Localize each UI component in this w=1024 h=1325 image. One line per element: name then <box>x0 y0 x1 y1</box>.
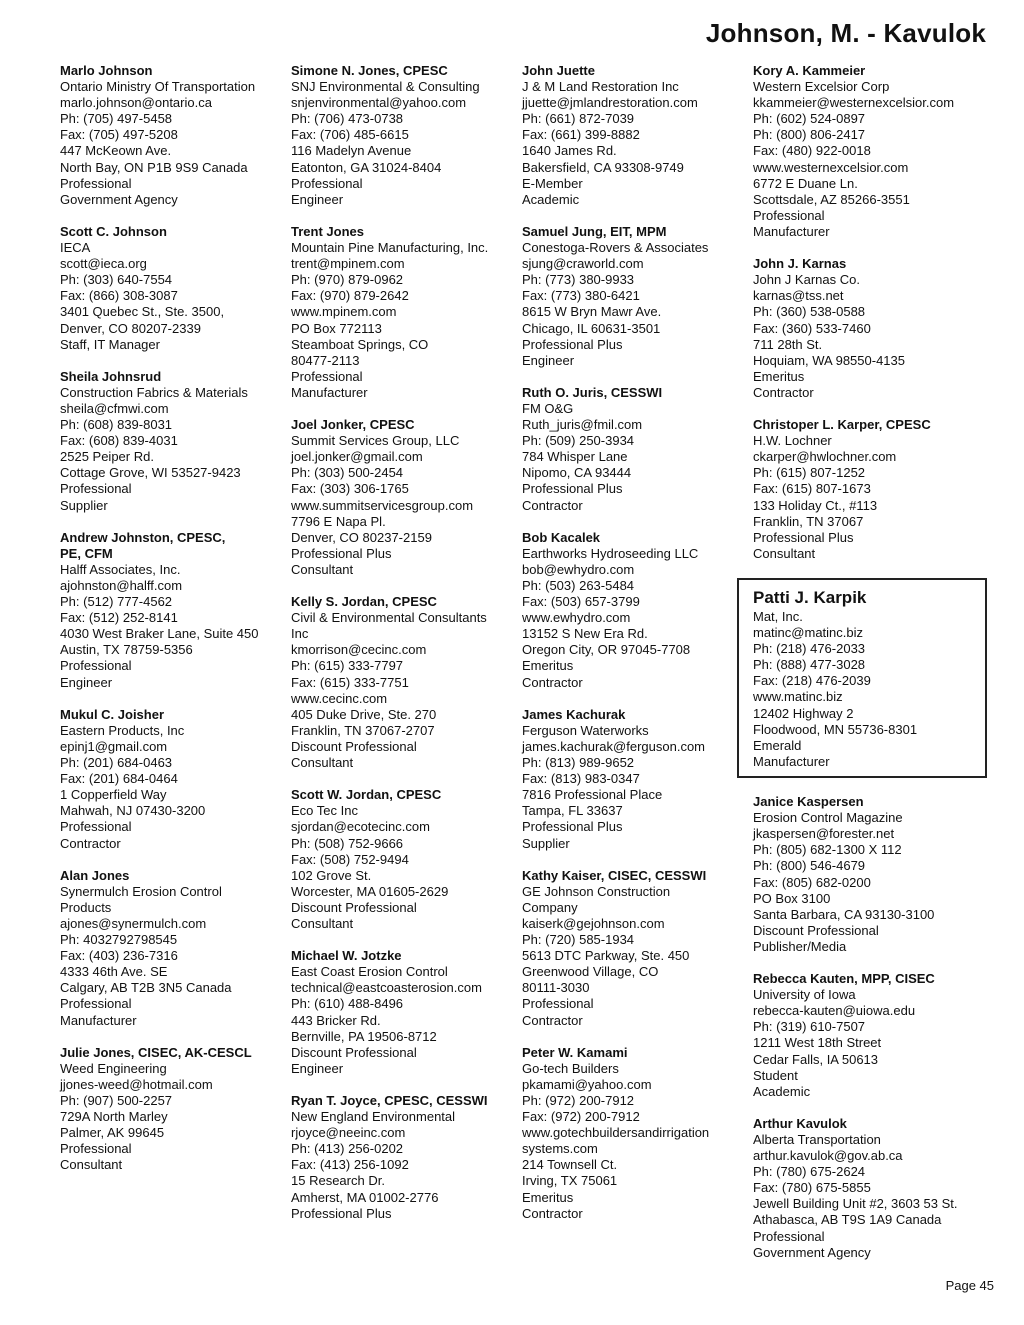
member-detail-line: Alberta Transportation <box>753 1132 881 1147</box>
member-detail-line: Mountain Pine Manufacturing, Inc. <box>291 240 489 256</box>
member-detail-line: 80477-2113 <box>291 352 360 368</box>
member-detail-line: Ph: (907) 500-2257 <box>60 1093 173 1108</box>
member-name: Scott C. Johnson <box>60 223 167 239</box>
member-entry <box>60 224 282 353</box>
member-detail-line: Government Agency <box>60 191 178 207</box>
member-entry <box>522 868 744 1029</box>
member-detail-line: 1640 James Rd. <box>522 143 617 159</box>
member-detail-line: Franklin, TN 37067-2707 <box>291 722 435 738</box>
member-entry <box>291 787 513 932</box>
member-detail-line: Professional Plus <box>522 819 623 835</box>
member-detail-line: kmorrison@cecinc.com <box>291 642 427 658</box>
member-detail-line: Contractor <box>522 1205 583 1221</box>
member-detail-line: Contractor <box>753 384 814 400</box>
member-detail-line: Fax: (303) 306-1765 <box>291 481 409 497</box>
member-detail-line: Ph: (303) 640-7554 <box>60 272 173 288</box>
member-detail-line: Fax: (403) 236-7316 <box>60 948 178 964</box>
member-detail-line: University of Iowa <box>753 987 856 1003</box>
member-detail-line: Manufacturer <box>60 1012 137 1028</box>
member-detail-line: Fax: (805) 682-0200 <box>753 874 871 890</box>
member-name: Julie Jones, CISEC, AK-CESCL <box>60 1044 252 1060</box>
member-detail-line: Fax: (661) 399-8882 <box>522 127 640 143</box>
member-detail-line: 5613 DTC Parkway, Ste. 450 <box>522 948 690 964</box>
member-name: John Juette <box>522 63 595 78</box>
member-detail-line: Franklin, TN 37067 <box>753 513 864 529</box>
member-detail-line: Synermulch Erosion Control <box>60 883 222 899</box>
member-detail-line: arthur.kavulok@gov.ab.ca <box>753 1148 903 1164</box>
member-detail-line: 4333 46th Ave. SE <box>60 964 168 980</box>
member-entry <box>291 63 513 208</box>
member-entry <box>291 1093 513 1222</box>
member-entry <box>291 948 513 1077</box>
member-detail-line: Ph: (780) 675-2624 <box>753 1164 866 1180</box>
member-detail-line: 214 Townsell Ct. <box>522 1157 618 1173</box>
member-detail-line: Professional <box>60 658 132 674</box>
member-detail-line: Professional <box>60 996 132 1012</box>
member-detail-line: 784 Whisper Lane <box>522 449 628 465</box>
member-detail-line: 13152 S New Era Rd. <box>522 626 648 642</box>
member-detail-line: snjenvironmental@yahoo.com <box>291 95 467 111</box>
member-entry <box>60 530 282 691</box>
member-detail-line: 729A North Marley <box>60 1109 168 1125</box>
member-detail-line: Erosion Control Magazine <box>753 810 903 826</box>
member-detail-line: 1 Copperfield Way <box>60 787 167 803</box>
member-detail-line: Products <box>60 899 112 915</box>
member-detail-line: Contractor <box>522 497 583 513</box>
member-detail-line: Ph: (610) 488-8496 <box>291 996 404 1012</box>
member-detail-line: Steamboat Springs, CO <box>291 336 429 352</box>
member-detail-line: 12402 Highway 2 <box>753 705 854 721</box>
member-detail-line: Supplier <box>60 497 108 513</box>
member-detail-line: Contractor <box>522 1012 583 1028</box>
member-detail-line: H.W. Lochner <box>753 433 832 449</box>
member-detail-line: Fax: (503) 657-3799 <box>522 594 640 610</box>
member-detail-line: Manufacturer <box>753 753 830 769</box>
member-detail-line: jkaspersen@forester.net <box>753 826 895 842</box>
member-detail-line: J & M Land Restoration Inc <box>522 79 679 95</box>
member-detail-line: Ph: (508) 752-9666 <box>291 835 404 851</box>
member-detail-line: New England Environmental <box>291 1109 456 1125</box>
member-name: Janice Kaspersen <box>753 794 864 810</box>
directory-column-3 <box>522 63 744 1238</box>
member-detail-line: www.gotechbuildersandirrigation <box>522 1125 710 1141</box>
member-detail-line: systems.com <box>522 1141 598 1157</box>
member-detail-line: Ph: (201) 684-0463 <box>60 755 173 771</box>
member-detail-line: Fax: (866) 308-3087 <box>60 288 178 304</box>
member-detail-line: Consultant <box>291 561 354 577</box>
member-detail-line: SNJ Environmental & Consulting <box>291 79 480 95</box>
member-detail-line: Ph: (608) 839-8031 <box>60 417 173 433</box>
member-detail-line: Eastern Products, Inc <box>60 722 185 738</box>
member-detail-line: Ph: (615) 807-1252 <box>753 465 866 481</box>
member-detail-line: Ph: (602) 524-0897 <box>753 111 866 127</box>
member-name: James Kachurak <box>522 706 626 722</box>
member-name: Sheila Johnsrud <box>60 368 162 384</box>
member-detail-line: Professional <box>291 368 363 384</box>
member-detail-line: Jewell Building Unit #2, 3603 53 St. <box>753 1196 958 1212</box>
member-detail-line: Engineer <box>60 674 113 690</box>
member-detail-line: bob@ewhydro.com <box>522 561 635 577</box>
member-detail-line: Go-tech Builders <box>522 1060 619 1076</box>
member-entry <box>522 707 744 852</box>
member-name: John J. Karnas <box>753 256 847 272</box>
member-detail-line: Company <box>522 899 578 915</box>
member-detail-line: Ph: (503) 263-5484 <box>522 578 635 593</box>
member-detail-line: Worcester, MA 01605-2629 <box>291 883 449 899</box>
member-detail-line: www.cecinc.com <box>291 690 388 706</box>
member-detail-line: 133 Holiday Ct., #113 <box>753 497 878 513</box>
member-detail-line: Contractor <box>60 835 121 851</box>
member-detail-line: sheila@cfmwi.com <box>60 400 169 416</box>
member-detail-line: Construction Fabrics & Materials <box>60 384 248 400</box>
member-detail-line: Academic <box>753 1083 811 1099</box>
member-detail-line: Engineer <box>291 1060 344 1076</box>
member-detail-line: PO Box 772113 <box>291 320 382 336</box>
member-detail-line: Fax: (773) 380-6421 <box>522 288 640 304</box>
member-detail-line: Earthworks Hydroseeding LLC <box>522 545 699 561</box>
member-detail-line: kkammeier@westernexcelsior.com <box>753 95 955 111</box>
member-detail-line: Government Agency <box>753 1244 871 1260</box>
member-detail-line: matinc@matinc.biz <box>753 625 864 641</box>
member-detail-line: 711 28th St. <box>753 336 823 352</box>
member-detail-line: www.summitservicesgroup.com <box>291 497 474 513</box>
member-detail-line: trent@mpinem.com <box>291 256 405 272</box>
member-name: Alan Jones <box>60 867 130 883</box>
member-detail-line: Ontario Ministry Of Transportation <box>60 79 256 95</box>
member-detail-line: Fax: (706) 485-6615 <box>291 127 409 143</box>
member-detail-line: Ph: (661) 872-7039 <box>522 111 635 127</box>
member-detail-line: PO Box 3100 <box>753 890 831 906</box>
member-detail-line: Emeritus <box>522 1189 574 1205</box>
member-detail-line: Emeritus <box>522 658 574 674</box>
member-detail-line: 15 Research Dr. <box>291 1173 385 1189</box>
member-detail-line: Floodwood, MN 55736-8301 <box>753 721 918 737</box>
member-detail-line: 116 Madelyn Avenue <box>291 143 412 159</box>
member-entry <box>522 530 744 691</box>
member-detail-line: Conestoga-Rovers & Associates <box>522 240 709 256</box>
member-detail-line: Nipomo, CA 93444 <box>522 465 632 481</box>
member-detail-line: Ph: (218) 476-2033 <box>753 641 866 657</box>
member-detail-line: www.matinc.biz <box>753 689 843 705</box>
member-detail-line: Bakersfield, CA 93308-9749 <box>522 159 684 175</box>
member-detail-line: Manufacturer <box>753 223 830 239</box>
member-detail-line: Manufacturer <box>291 384 368 400</box>
member-detail-line: Professional <box>60 1141 132 1157</box>
member-detail-line: ajones@synermulch.com <box>60 915 207 931</box>
member-detail-line: Ph: (706) 473-0738 <box>291 111 404 127</box>
member-detail-line: 4030 West Braker Lane, Suite 450 <box>60 626 259 642</box>
member-name: Simone N. Jones, CPESC <box>291 63 448 78</box>
member-detail-line: Irving, TX 75061 <box>522 1173 618 1189</box>
directory-column-2 <box>291 63 513 1238</box>
member-detail-line: North Bay, ON P1B 9S9 Canada <box>60 159 248 175</box>
member-detail-line: www.mpinem.com <box>291 304 397 320</box>
member-detail-line: Ferguson Waterworks <box>522 722 649 738</box>
member-detail-line: E-Member <box>522 175 583 191</box>
member-detail-line: Consultant <box>291 755 354 771</box>
member-detail-line: Inc <box>291 626 309 642</box>
featured-member-entry <box>737 578 987 778</box>
member-detail-line: Professional <box>753 207 825 223</box>
member-name: Ryan T. Joyce, CPESC, CESSWI <box>291 1093 488 1108</box>
member-detail-line: Student <box>753 1067 798 1083</box>
member-detail-line: www.westernexcelsior.com <box>753 159 909 175</box>
member-name: Joel Jonker, CPESC <box>291 417 415 433</box>
member-detail-line: Ph: (509) 250-3934 <box>522 433 635 449</box>
member-detail-line: www.ewhydro.com <box>522 610 631 626</box>
member-detail-line: Fax: (705) 497-5208 <box>60 127 178 143</box>
member-detail-line: IECA <box>60 240 91 256</box>
member-detail-line: Consultant <box>753 545 816 561</box>
member-detail-line: FM O&G <box>522 400 574 416</box>
member-detail-line: Engineer <box>522 352 575 368</box>
member-detail-line: Chicago, IL 60631-3501 <box>522 320 661 336</box>
member-detail-line: Summit Services Group, LLC <box>291 433 460 449</box>
member-detail-line: Ph: (360) 538-0588 <box>753 304 866 320</box>
member-detail-line: 447 McKeown Ave. <box>60 143 172 159</box>
member-entry <box>522 63 744 208</box>
member-name: Patti J. Karpik <box>753 588 867 607</box>
member-name: PE, CFM <box>60 545 113 561</box>
member-detail-line: Professional <box>60 481 132 497</box>
member-detail-line: Eco Tec Inc <box>291 803 358 819</box>
member-detail-line: Consultant <box>291 915 354 931</box>
member-detail-line: Weed Engineering <box>60 1060 167 1076</box>
member-name: Arthur Kavulok <box>753 1115 847 1131</box>
member-detail-line: epinj1@gmail.com <box>60 738 168 754</box>
member-detail-line: Calgary, AB T2B 3N5 Canada <box>60 980 232 996</box>
member-detail-line: Professional Plus <box>522 481 623 497</box>
member-detail-line: John J Karnas Co. <box>753 272 860 288</box>
member-detail-line: Publisher/Media <box>753 938 847 954</box>
member-detail-line: Civil & Environmental Consultants <box>291 610 487 626</box>
page-number: Page 45 <box>945 1278 994 1293</box>
directory-column-1 <box>60 63 282 1190</box>
member-detail-line: Amherst, MA 01002-2776 <box>291 1189 439 1205</box>
member-detail-line: Professional <box>753 1228 825 1244</box>
member-name: Rebecca Kauten, MPP, CISEC <box>753 971 935 987</box>
member-detail-line: 443 Bricker Rd. <box>291 1012 381 1028</box>
member-detail-line: Bernville, PA 19506-8712 <box>291 1028 437 1044</box>
member-detail-line: Ph: (615) 333-7797 <box>291 658 404 674</box>
member-detail-line: scott@ieca.org <box>60 256 147 272</box>
member-detail-line: Santa Barbara, CA 93130-3100 <box>753 906 935 922</box>
member-entry <box>291 224 513 401</box>
member-detail-line: Mahwah, NJ 07430-3200 <box>60 803 206 819</box>
member-detail-line: Professional Plus <box>291 545 392 561</box>
member-detail-line: Professional <box>60 175 132 191</box>
member-detail-line: 8615 W Bryn Mawr Ave. <box>522 304 662 320</box>
member-detail-line: kaiserk@gejohnson.com <box>522 915 665 931</box>
member-detail-line: 6772 E Duane Ln. <box>753 175 858 191</box>
member-name: Christoper L. Karper, CPESC <box>753 417 931 433</box>
member-entry <box>753 256 975 401</box>
member-detail-line: Emerald <box>753 737 802 753</box>
member-entry <box>60 707 282 852</box>
member-entry <box>60 868 282 1029</box>
member-detail-line: Athabasca, AB T9S 1A9 Canada <box>753 1212 942 1228</box>
member-detail-line: Fax: (508) 752-9494 <box>291 851 409 867</box>
member-name: Kory A. Kammeier <box>753 63 866 78</box>
member-detail-line: Discount Professional <box>291 1044 417 1060</box>
member-detail-line: 7796 E Napa Pl. <box>291 513 386 529</box>
member-detail-line: Ph: (813) 989-9652 <box>522 755 635 771</box>
member-detail-line: Fax: (218) 476-2039 <box>753 673 871 689</box>
member-detail-line: sjung@craworld.com <box>522 256 644 272</box>
member-name: Marlo Johnson <box>60 63 153 78</box>
member-name: Andrew Johnston, CPESC, <box>60 529 226 545</box>
member-detail-line: Fax: (813) 983-0347 <box>522 771 640 787</box>
member-name: Scott W. Jordan, CPESC <box>291 787 442 803</box>
member-detail-line: Ph: (773) 380-9933 <box>522 272 635 288</box>
member-entry <box>522 1045 744 1222</box>
member-detail-line: rjoyce@neeinc.com <box>291 1125 406 1141</box>
member-detail-line: 2525 Peiper Rd. <box>60 449 154 465</box>
member-entry <box>753 63 975 240</box>
member-detail-line: Fax: (615) 807-1673 <box>753 481 871 497</box>
member-detail-line: 1211 West 18th Street <box>753 1035 882 1051</box>
member-detail-line: Fax: (972) 200-7912 <box>522 1109 640 1125</box>
member-detail-line: Ph: (705) 497-5458 <box>60 111 173 127</box>
member-name: Bob Kacalek <box>522 529 601 545</box>
member-detail-line: Western Excelsior Corp <box>753 79 890 95</box>
member-detail-line: Fax: (780) 675-5855 <box>753 1180 871 1196</box>
member-detail-line: Ph: (413) 256-0202 <box>291 1141 404 1157</box>
member-detail-line: Staff, IT Manager <box>60 336 160 352</box>
member-detail-line: 7816 Professional Place <box>522 787 663 803</box>
member-detail-line: GE Johnson Construction <box>522 883 671 899</box>
member-detail-line: Ruth_juris@fmil.com <box>522 417 643 433</box>
member-detail-line: pkamami@yahoo.com <box>522 1076 652 1092</box>
member-detail-line: james.kachurak@ferguson.com <box>522 738 705 754</box>
member-detail-line: Eatonton, GA 31024-8404 <box>291 159 442 175</box>
member-entry <box>60 369 282 514</box>
member-detail-line: Consultant <box>60 1157 123 1173</box>
member-entry <box>753 794 975 955</box>
member-detail-line: Ph: (720) 585-1934 <box>522 932 635 948</box>
member-detail-line: Denver, CO 80237-2159 <box>291 529 432 545</box>
member-detail-line: karnas@tss.net <box>753 288 844 304</box>
member-detail-line: 102 Grove St. <box>291 867 372 883</box>
member-detail-line: Ph: (800) 546-4679 <box>753 858 866 874</box>
member-detail-line: Fax: (512) 252-8141 <box>60 610 178 626</box>
member-detail-line: jjones-weed@hotmail.com <box>60 1076 213 1092</box>
member-detail-line: Professional Plus <box>753 529 854 545</box>
member-detail-line: Ph: (970) 879-0962 <box>291 272 404 288</box>
member-detail-line: Academic <box>522 191 580 207</box>
directory-column-4 <box>753 63 975 1277</box>
member-name: Samuel Jung, EIT, MPM <box>522 223 667 239</box>
member-detail-line: Hoquiam, WA 98550-4135 <box>753 352 906 368</box>
member-detail-line: 405 Duke Drive, Ste. 270 <box>291 706 437 722</box>
member-name: Mukul C. Joisher <box>60 706 165 722</box>
member-entry <box>291 417 513 578</box>
member-detail-line: Cedar Falls, IA 50613 <box>753 1051 879 1067</box>
member-detail-line: Halff Associates, Inc. <box>60 561 181 577</box>
member-detail-line: joel.jonker@gmail.com <box>291 449 423 465</box>
member-detail-line: Denver, CO 80207-2339 <box>60 320 201 336</box>
member-name: Peter W. Kamami <box>522 1044 628 1060</box>
member-detail-line: jjuette@jmlandrestoration.com <box>522 95 698 111</box>
member-detail-line: Professional <box>522 996 594 1012</box>
member-detail-line: Fax: (413) 256-1092 <box>291 1157 409 1173</box>
member-detail-line: Ph: (319) 610-7507 <box>753 1019 866 1035</box>
member-detail-line: Ph: (512) 777-4562 <box>60 594 173 610</box>
member-detail-line: technical@eastcoasterosion.com <box>291 980 482 996</box>
member-detail-line: 80111-3030 <box>522 980 590 996</box>
member-entry <box>60 1045 282 1174</box>
member-detail-line: Cottage Grove, WI 53527-9423 <box>60 465 241 481</box>
member-entry <box>60 63 282 208</box>
member-detail-line: ajohnston@halff.com <box>60 578 183 593</box>
member-entry <box>753 417 975 562</box>
member-detail-line: Fax: (608) 839-4031 <box>60 433 178 449</box>
member-entry <box>291 594 513 771</box>
member-entry <box>753 1116 975 1261</box>
member-detail-line: Ph: (805) 682-1300 X 112 <box>753 842 902 858</box>
member-detail-line: Palmer, AK 99645 <box>60 1125 165 1141</box>
member-detail-line: Emeritus <box>753 368 805 384</box>
member-name: Kelly S. Jordan, CPESC <box>291 594 437 610</box>
member-detail-line: Discount Professional <box>291 899 417 915</box>
member-detail-line: rebecca-kauten@uiowa.edu <box>753 1003 916 1019</box>
member-detail-line: Scottsdale, AZ 85266-3551 <box>753 191 910 207</box>
member-detail-line: Austin, TX 78759-5356 <box>60 642 193 658</box>
member-detail-line: Professional <box>60 819 132 835</box>
member-detail-line: Fax: (360) 533-7460 <box>753 320 871 336</box>
member-detail-line: Tampa, FL 33637 <box>522 803 623 819</box>
member-detail-line: Professional Plus <box>291 1205 392 1221</box>
member-entry <box>522 385 744 514</box>
member-detail-line: Mat, Inc. <box>753 609 803 624</box>
member-detail-line: Fax: (970) 879-2642 <box>291 288 409 304</box>
member-name: Michael W. Jotzke <box>291 948 402 964</box>
page-title: Johnson, M. - Kavulok <box>705 18 986 48</box>
member-detail-line: Contractor <box>522 674 583 690</box>
member-detail-line: Oregon City, OR 97045-7708 <box>522 642 691 658</box>
member-detail-line: Supplier <box>522 835 570 851</box>
member-detail-line: Engineer <box>291 191 344 207</box>
member-detail-line: 3401 Quebec St., Ste. 3500, <box>60 304 225 320</box>
member-detail-line: ckarper@hwlochner.com <box>753 449 897 465</box>
member-detail-line: Professional <box>291 175 363 191</box>
member-detail-line: Ph: 4032792798545 <box>60 932 178 948</box>
member-entry <box>753 971 975 1100</box>
member-detail-line: Ph: (888) 477-3028 <box>753 657 866 673</box>
member-detail-line: Fax: (201) 684-0464 <box>60 771 178 787</box>
member-detail-line: sjordan@ecotecinc.com <box>291 819 430 835</box>
member-detail-line: Ph: (972) 200-7912 <box>522 1093 635 1108</box>
member-detail-line: Professional Plus <box>522 336 623 352</box>
member-detail-line: Ph: (800) 806-2417 <box>753 127 866 143</box>
member-detail-line: Fax: (615) 333-7751 <box>291 674 409 690</box>
member-entry <box>522 224 744 369</box>
member-detail-line: East Coast Erosion Control <box>291 964 448 980</box>
member-detail-line: Discount Professional <box>753 922 879 938</box>
member-name: Kathy Kaiser, CISEC, CESSWI <box>522 867 707 883</box>
member-detail-line: Discount Professional <box>291 738 417 754</box>
member-detail-line: marlo.johnson@ontario.ca <box>60 95 212 111</box>
member-name: Trent Jones <box>291 223 364 239</box>
member-detail-line: Ph: (303) 500-2454 <box>291 465 404 481</box>
member-detail-line: Greenwood Village, CO <box>522 964 659 980</box>
member-name: Ruth O. Juris, CESSWI <box>522 384 663 400</box>
member-detail-line: Fax: (480) 922-0018 <box>753 143 871 159</box>
